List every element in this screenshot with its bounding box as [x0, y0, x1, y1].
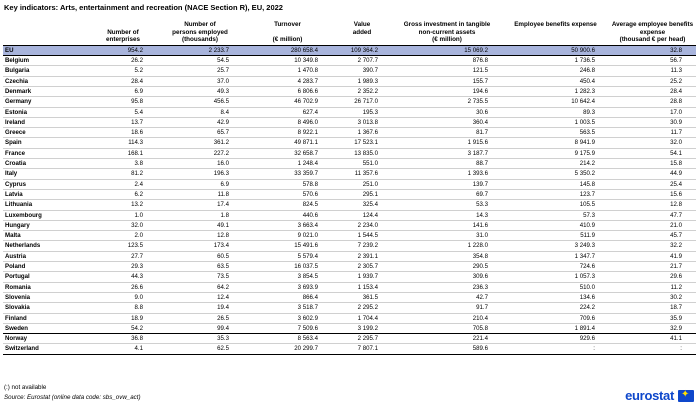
country-cell: Latvia — [3, 189, 89, 199]
country-cell: Estonia — [3, 107, 89, 117]
value-cell: 1 939.7 — [332, 272, 392, 282]
value-cell: 5 579.4 — [243, 251, 332, 261]
value-cell: 145.8 — [502, 179, 609, 189]
value-cell: 16 037.5 — [243, 262, 332, 272]
value-cell: 17.0 — [609, 107, 696, 117]
value-cell: 109 364.2 — [332, 45, 392, 55]
header-value-added: Value added — [332, 21, 392, 45]
value-cell: 360.4 — [392, 117, 502, 127]
country-cell: Austria — [3, 251, 89, 261]
table-row — [3, 169, 696, 179]
key-indicators-table — [3, 21, 696, 355]
country-cell: Portugal — [3, 272, 89, 282]
table-row — [3, 313, 696, 323]
table-row — [3, 262, 696, 272]
country-cell: Croatia — [3, 159, 89, 169]
value-cell: 18.9 — [89, 313, 157, 323]
value-cell: 4 283.7 — [243, 76, 332, 86]
value-cell: 37.0 — [157, 76, 243, 86]
value-cell: 1 248.4 — [243, 159, 332, 169]
value-cell: 21.0 — [609, 220, 696, 230]
value-cell: 32.2 — [609, 241, 696, 251]
table-row — [3, 334, 696, 344]
value-cell: 510.0 — [502, 282, 609, 292]
value-cell: 866.4 — [243, 292, 332, 302]
table-row — [3, 292, 696, 302]
value-cell: 62.5 — [157, 344, 243, 354]
value-cell: 13 835.0 — [332, 148, 392, 158]
header-employee-benefits: Employee benefits expense — [502, 21, 609, 45]
country-cell: Denmark — [3, 86, 89, 96]
value-cell: 32.0 — [89, 220, 157, 230]
value-cell: 15 069.2 — [392, 45, 502, 55]
value-cell: 578.8 — [243, 179, 332, 189]
footnote-not-available: (:) not available — [4, 384, 47, 391]
table-row — [3, 272, 696, 282]
value-cell: 28.4 — [609, 86, 696, 96]
value-cell: 8 563.4 — [243, 334, 332, 344]
value-cell: 8.8 — [89, 303, 157, 313]
value-cell: 2 233.7 — [157, 45, 243, 55]
value-cell: 57.3 — [502, 210, 609, 220]
header-gross-investment: Gross investment in tangible non-current assets (€ million) — [392, 21, 502, 45]
country-cell: Sweden — [3, 323, 89, 333]
value-cell: 141.6 — [392, 220, 502, 230]
value-cell: 32.0 — [609, 138, 696, 148]
country-cell: Romania — [3, 282, 89, 292]
value-cell: 251.0 — [332, 179, 392, 189]
value-cell: 123.7 — [502, 189, 609, 199]
value-cell: 105.5 — [502, 200, 609, 210]
country-cell: Lithuania — [3, 200, 89, 210]
table-row — [3, 159, 696, 169]
value-cell: 5.4 — [89, 107, 157, 117]
value-cell: 54.2 — [89, 323, 157, 333]
value-cell: 6.9 — [157, 179, 243, 189]
value-cell: 45.7 — [609, 231, 696, 241]
country-cell: Bulgaria — [3, 66, 89, 76]
value-cell: 54.1 — [609, 148, 696, 158]
value-cell: 49 871.1 — [243, 138, 332, 148]
value-cell: 25.4 — [609, 179, 696, 189]
value-cell: 30.9 — [609, 117, 696, 127]
value-cell: 3 602.9 — [243, 313, 332, 323]
value-cell: 876.8 — [392, 56, 502, 66]
value-cell: 325.4 — [332, 200, 392, 210]
value-cell: 1 057.3 — [502, 272, 609, 282]
value-cell: 10 349.8 — [243, 56, 332, 66]
table-row — [3, 303, 696, 313]
value-cell: 3 013.8 — [332, 117, 392, 127]
value-cell: 89.3 — [502, 107, 609, 117]
value-cell: 139.7 — [392, 179, 502, 189]
value-cell: 12.8 — [609, 200, 696, 210]
value-cell: 2 295.7 — [332, 334, 392, 344]
value-cell: : — [502, 344, 609, 354]
value-cell: 30.2 — [609, 292, 696, 302]
value-cell: 3 663.4 — [243, 220, 332, 230]
value-cell: 2.0 — [89, 231, 157, 241]
value-cell: 88.7 — [392, 159, 502, 169]
country-cell: France — [3, 148, 89, 158]
country-cell: Ireland — [3, 117, 89, 127]
value-cell: 221.4 — [392, 334, 502, 344]
value-cell: 3 199.2 — [332, 323, 392, 333]
value-cell: 7 239.2 — [332, 241, 392, 251]
country-cell: Finland — [3, 313, 89, 323]
table-row — [3, 128, 696, 138]
value-cell: 12.8 — [157, 231, 243, 241]
value-cell: 44.3 — [89, 272, 157, 282]
value-cell: 30.6 — [392, 107, 502, 117]
value-cell: 25.2 — [609, 76, 696, 86]
value-cell: 3 518.7 — [243, 303, 332, 313]
value-cell: 1 470.8 — [243, 66, 332, 76]
value-cell: 1.0 — [89, 210, 157, 220]
value-cell: 26.5 — [157, 313, 243, 323]
table-row — [3, 251, 696, 261]
eu-flag-icon — [678, 390, 694, 402]
country-cell: Spain — [3, 138, 89, 148]
value-cell: 31.0 — [392, 231, 502, 241]
value-cell: 1 228.0 — [392, 241, 502, 251]
value-cell: 195.3 — [332, 107, 392, 117]
value-cell: 121.5 — [392, 66, 502, 76]
value-cell: 15.8 — [609, 159, 696, 169]
value-cell: 2 234.0 — [332, 220, 392, 230]
value-cell: 2 707.7 — [332, 56, 392, 66]
value-cell: 11 357.6 — [332, 169, 392, 179]
table-row — [3, 282, 696, 292]
value-cell: 361.5 — [332, 292, 392, 302]
value-cell: 26.6 — [89, 282, 157, 292]
value-cell: 49.1 — [157, 220, 243, 230]
value-cell: 1 003.5 — [502, 117, 609, 127]
header-enterprises: Number of enterprises — [89, 21, 157, 45]
value-cell: 32.8 — [609, 45, 696, 55]
header-country — [3, 21, 89, 45]
value-cell: 410.9 — [502, 220, 609, 230]
value-cell: 91.7 — [392, 303, 502, 313]
value-cell: 6.2 — [89, 189, 157, 199]
table-row — [3, 97, 696, 107]
value-cell: 32.9 — [609, 323, 696, 333]
country-cell: Hungary — [3, 220, 89, 230]
value-cell: 49.3 — [157, 86, 243, 96]
value-cell: 26 717.0 — [332, 97, 392, 107]
value-cell: 28.4 — [89, 76, 157, 86]
country-cell: Netherlands — [3, 241, 89, 251]
value-cell: 563.5 — [502, 128, 609, 138]
country-cell: Italy — [3, 169, 89, 179]
country-cell: Slovenia — [3, 292, 89, 302]
table-body — [3, 45, 696, 354]
value-cell: 5 350.2 — [502, 169, 609, 179]
value-cell: 11.8 — [157, 189, 243, 199]
country-cell: Luxembourg — [3, 210, 89, 220]
value-cell: 17 523.1 — [332, 138, 392, 148]
table-row — [3, 200, 696, 210]
value-cell: 1 282.3 — [502, 86, 609, 96]
table-row — [3, 179, 696, 189]
country-cell: Switzerland — [3, 344, 89, 354]
value-cell: 570.6 — [243, 189, 332, 199]
value-cell: 173.4 — [157, 241, 243, 251]
value-cell: 1 989.3 — [332, 76, 392, 86]
value-cell: 214.2 — [502, 159, 609, 169]
value-cell: 36.8 — [89, 334, 157, 344]
table-row — [3, 148, 696, 158]
header-turnover: Turnover (€ million) — [243, 21, 332, 45]
value-cell: 354.8 — [392, 251, 502, 261]
value-cell: 33 359.7 — [243, 169, 332, 179]
value-cell: 114.3 — [89, 138, 157, 148]
table-row — [3, 56, 696, 66]
value-cell: 35.9 — [609, 313, 696, 323]
value-cell: 28.8 — [609, 97, 696, 107]
value-cell: 11.7 — [609, 128, 696, 138]
value-cell: 26.2 — [89, 56, 157, 66]
value-cell: 44.9 — [609, 169, 696, 179]
value-cell: 7 509.6 — [243, 323, 332, 333]
value-cell: : — [609, 344, 696, 354]
table-row — [3, 45, 696, 55]
value-cell: 3 693.9 — [243, 282, 332, 292]
value-cell: 53.3 — [392, 200, 502, 210]
value-cell: 21.7 — [609, 262, 696, 272]
value-cell: 705.8 — [392, 323, 502, 333]
value-cell: 709.6 — [502, 313, 609, 323]
table-row — [3, 344, 696, 354]
footnote-source: Source: Eurostat (online data code: sbs_ovw_act) — [4, 394, 141, 401]
value-cell: 440.6 — [243, 210, 332, 220]
value-cell: 1 736.5 — [502, 56, 609, 66]
value-cell: 15.6 — [609, 189, 696, 199]
value-cell: 99.4 — [157, 323, 243, 333]
value-cell: 123.5 — [89, 241, 157, 251]
value-cell: 361.2 — [157, 138, 243, 148]
value-cell: 95.8 — [89, 97, 157, 107]
table-row — [3, 117, 696, 127]
value-cell: 4.1 — [89, 344, 157, 354]
value-cell: 3 187.7 — [392, 148, 502, 158]
country-cell: Malta — [3, 231, 89, 241]
table-row — [3, 107, 696, 117]
value-cell: 19.4 — [157, 303, 243, 313]
value-cell: 551.0 — [332, 159, 392, 169]
value-cell: 1 544.5 — [332, 231, 392, 241]
header-persons-employed: Number of persons employed (thousands) — [157, 21, 243, 45]
value-cell: 2 295.2 — [332, 303, 392, 313]
value-cell: 27.7 — [89, 251, 157, 261]
value-cell: 60.5 — [157, 251, 243, 261]
value-cell: 1 153.4 — [332, 282, 392, 292]
value-cell: 11.3 — [609, 66, 696, 76]
value-cell: 456.5 — [157, 97, 243, 107]
value-cell: 1 915.6 — [392, 138, 502, 148]
table-row — [3, 138, 696, 148]
value-cell: 20 299.7 — [243, 344, 332, 354]
value-cell: 450.4 — [502, 76, 609, 86]
value-cell: 10 642.4 — [502, 97, 609, 107]
table-row — [3, 189, 696, 199]
table-row — [3, 76, 696, 86]
value-cell: 8 941.9 — [502, 138, 609, 148]
value-cell: 15 491.6 — [243, 241, 332, 251]
value-cell: 5.2 — [89, 66, 157, 76]
value-cell: 2.4 — [89, 179, 157, 189]
value-cell: 280 658.4 — [243, 45, 332, 55]
value-cell: 511.9 — [502, 231, 609, 241]
eurostat-logo — [625, 388, 694, 403]
value-cell: 64.2 — [157, 282, 243, 292]
value-cell: 17.4 — [157, 200, 243, 210]
value-cell: 47.7 — [609, 210, 696, 220]
value-cell: 18.7 — [609, 303, 696, 313]
value-cell: 73.5 — [157, 272, 243, 282]
value-cell: 18.6 — [89, 128, 157, 138]
value-cell: 295.1 — [332, 189, 392, 199]
table-row — [3, 231, 696, 241]
value-cell: 1.8 — [157, 210, 243, 220]
country-cell: Slovakia — [3, 303, 89, 313]
value-cell: 196.3 — [157, 169, 243, 179]
value-cell: 824.5 — [243, 200, 332, 210]
value-cell: 124.4 — [332, 210, 392, 220]
value-cell: 50 900.6 — [502, 45, 609, 55]
value-cell: 1 704.4 — [332, 313, 392, 323]
value-cell: 81.2 — [89, 169, 157, 179]
value-cell: 8.4 — [157, 107, 243, 117]
value-cell: 2 391.1 — [332, 251, 392, 261]
value-cell: 6.9 — [89, 86, 157, 96]
value-cell: 1 367.6 — [332, 128, 392, 138]
value-cell: 2 305.7 — [332, 262, 392, 272]
value-cell: 309.6 — [392, 272, 502, 282]
value-cell: 3.8 — [89, 159, 157, 169]
value-cell: 168.1 — [89, 148, 157, 158]
value-cell: 390.7 — [332, 66, 392, 76]
value-cell: 224.2 — [502, 303, 609, 313]
value-cell: 2 735.5 — [392, 97, 502, 107]
value-cell: 65.7 — [157, 128, 243, 138]
value-cell: 41.1 — [609, 334, 696, 344]
value-cell: 16.0 — [157, 159, 243, 169]
value-cell: 589.6 — [392, 344, 502, 354]
value-cell: 236.3 — [392, 282, 502, 292]
value-cell: 227.2 — [157, 148, 243, 158]
country-cell: EU — [3, 45, 89, 55]
header-average-benefits: Average employee benefits expense (thousand € per head) — [609, 21, 696, 45]
value-cell: 32 658.7 — [243, 148, 332, 158]
table-row — [3, 210, 696, 220]
value-cell: 724.6 — [502, 262, 609, 272]
value-cell: 210.4 — [392, 313, 502, 323]
value-cell: 954.2 — [89, 45, 157, 55]
value-cell: 194.6 — [392, 86, 502, 96]
value-cell: 290.5 — [392, 262, 502, 272]
value-cell: 3 854.5 — [243, 272, 332, 282]
value-cell: 2 352.2 — [332, 86, 392, 96]
value-cell: 155.7 — [392, 76, 502, 86]
value-cell: 246.8 — [502, 66, 609, 76]
value-cell: 11.2 — [609, 282, 696, 292]
country-cell: Norway — [3, 334, 89, 344]
value-cell: 1 891.4 — [502, 323, 609, 333]
value-cell: 54.5 — [157, 56, 243, 66]
value-cell: 13.2 — [89, 200, 157, 210]
value-cell: 134.6 — [502, 292, 609, 302]
value-cell: 9 021.0 — [243, 231, 332, 241]
value-cell: 42.7 — [392, 292, 502, 302]
table-row — [3, 220, 696, 230]
value-cell: 9.0 — [89, 292, 157, 302]
value-cell: 29.6 — [609, 272, 696, 282]
country-cell: Czechia — [3, 76, 89, 86]
table-row — [3, 241, 696, 251]
value-cell: 627.4 — [243, 107, 332, 117]
value-cell: 69.7 — [392, 189, 502, 199]
value-cell: 9 175.9 — [502, 148, 609, 158]
value-cell: 25.7 — [157, 66, 243, 76]
country-cell: Cyprus — [3, 179, 89, 189]
value-cell: 56.7 — [609, 56, 696, 66]
table-row — [3, 323, 696, 333]
value-cell: 63.5 — [157, 262, 243, 272]
value-cell: 1 393.6 — [392, 169, 502, 179]
value-cell: 8 496.0 — [243, 117, 332, 127]
value-cell: 14.3 — [392, 210, 502, 220]
country-cell: Germany — [3, 97, 89, 107]
value-cell: 41.9 — [609, 251, 696, 261]
value-cell: 8 922.1 — [243, 128, 332, 138]
table-title: Key indicators: Arts, entertainment and recreation (NACE Section R), EU, 2022 — [4, 3, 283, 12]
value-cell: 81.7 — [392, 128, 502, 138]
value-cell: 42.9 — [157, 117, 243, 127]
value-cell: 12.4 — [157, 292, 243, 302]
value-cell: 1 347.7 — [502, 251, 609, 261]
value-cell: 3 249.3 — [502, 241, 609, 251]
country-cell: Greece — [3, 128, 89, 138]
value-cell: 6 806.6 — [243, 86, 332, 96]
value-cell: 7 807.1 — [332, 344, 392, 354]
table-row — [3, 66, 696, 76]
value-cell: 29.3 — [89, 262, 157, 272]
country-cell: Belgium — [3, 56, 89, 66]
value-cell: 35.3 — [157, 334, 243, 344]
value-cell: 13.7 — [89, 117, 157, 127]
value-cell: 46 702.9 — [243, 97, 332, 107]
value-cell: 929.6 — [502, 334, 609, 344]
country-cell: Poland — [3, 262, 89, 272]
header-row — [3, 21, 696, 45]
logo-text: eurostat — [625, 388, 674, 403]
table-row — [3, 86, 696, 96]
